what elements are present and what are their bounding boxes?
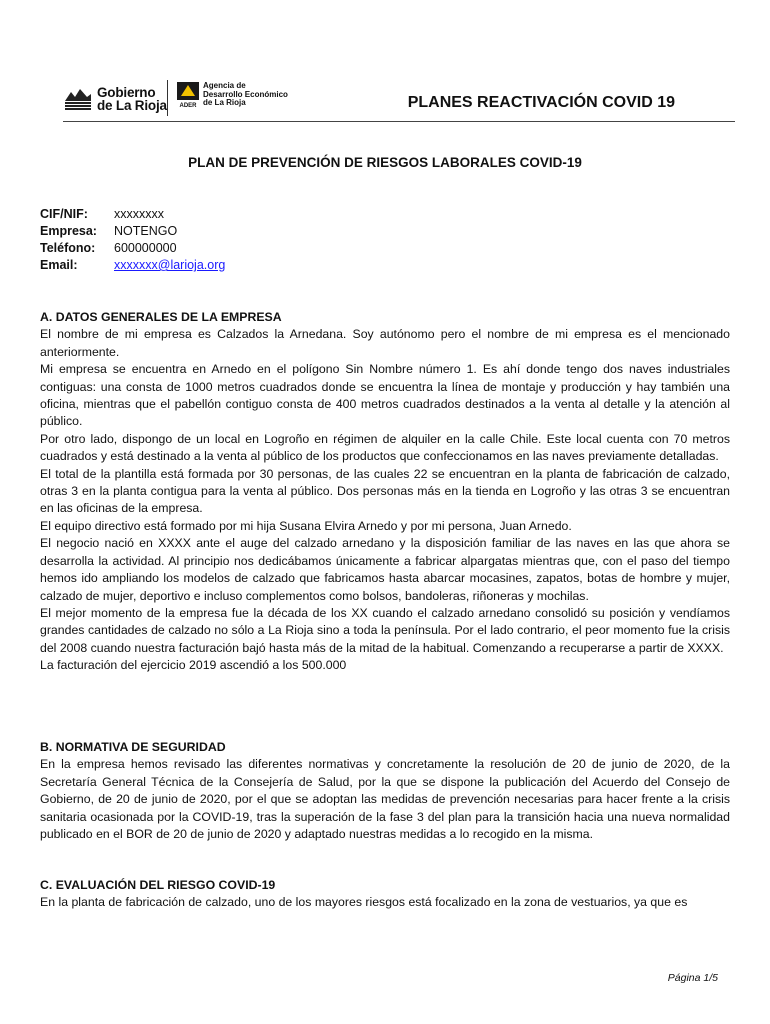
paragraph: El nombre de mi empresa es Calzados la Arnedana. Soy autónomo pero el nombre de mi empresa es el mencionado anteriormente. [40, 327, 730, 359]
ader-badge-text: ADER [179, 103, 197, 108]
gobierno-emblem-icon [63, 85, 93, 113]
info-value: 600000000 [114, 241, 177, 255]
email-link[interactable]: xxxxxxx@larioja.org [114, 258, 226, 272]
paragraph: La facturación del ejercicio 2019 ascendió a los 500.000 [40, 658, 347, 673]
paragraph: En la planta de fabricación de calzado, uno de los mayores riesgos está focalizado en la zona de vestuarios, ya que es [40, 895, 688, 910]
paragraph: En la empresa hemos revisado las diferentes normativas y concretamente la resolución de 20 de junio de 2020, de la Secretaría General Técnica de la Consejería de Salud, por la que se dispone la publicación del Acuerdo del Consejo de Gobierno, de 20 de junio de 2020, por el que se adoptan las medidas de prevención necesarias para hacer frente a la crisis sanitaria ocasionada por la COVID-19, tras la superación de la fase 3 del plan para la transición hacia una nueva normalidad publicado en el BOR de 20 de junio de 2020 y adaptado nuestras medidas a lo recogido en la misma. [40, 757, 730, 842]
paragraph: El mejor momento de la empresa fue la década de los XX cuando el calzado arnedano consolidó su posición y vendíamos grandes cantidades de calzado no sólo a La Rioja sino a toda la península. Por el lado contrario, el peor momento fue la crisis del 2008 cuando nuestra facturación bajó hasta más de la mitad de la habitual. Comenzando a recuperarse a partir de XXXX. [40, 605, 730, 655]
section-c [40, 877, 730, 912]
ader-emblem-icon [177, 82, 199, 108]
doc-title: PLANES REACTIVACIÓN COVID 19 [407, 94, 675, 111]
agencia-line-3: de La Rioja [203, 98, 246, 108]
info-value: xxxxxxxx [114, 207, 164, 221]
page-title: PLAN DE PREVENCIÓN DE RIESGOS LABORALES COVID-19 [188, 155, 582, 170]
info-row-telefono [40, 240, 225, 257]
ader-logo [177, 82, 288, 108]
section-b [40, 739, 730, 843]
section-a [40, 309, 730, 675]
gobierno-line-2: de La Rioja [97, 98, 167, 113]
company-info [40, 206, 225, 274]
paragraph: El equipo directivo está formado por mi hija Susana Elvira Arnedo y por mi persona, Juan Arnedo. [40, 518, 572, 533]
info-value: NOTENGO [114, 224, 178, 238]
paragraph: El negocio nació en XXXX ante el auge del calzado arnedano y la disposición familiar de las naves en las que ahora se desarrolla la actividad. Al principio nos dedicábamos únicamente a fabricar alpargatas mientras que, con el paso del tiempo hemos ido ampliando los modelos de calzado que fabricamos hasta abarcar mocasines, zapatos, botas de hombre y mujer, calzado de mujer, deportivo e incluso complementos como bolsos, bandoleras, riñoneras y mochilas. [40, 536, 730, 603]
section-heading: A. DATOS GENERALES DE LA EMPRESA [40, 310, 282, 324]
info-label: CIF/NIF: [40, 207, 88, 221]
paragraph: Mi empresa se encuentra en Arnedo en el polígono Sin Nombre número 1. Es ahí donde tengo dos naves industriales contiguas: una consta de 1000 metros cuadrados donde se encuentra la línea de montaje y producción y hay también una oficina, mientras que el pabellón contiguo consta de 400 metros cuadrados destinados a la venta al detalle y la atención al público. [40, 362, 730, 429]
info-label: Email: [40, 258, 78, 272]
agencia-line-1: Agencia de [203, 81, 246, 91]
gobierno-la-rioja-logo [63, 82, 167, 116]
gobierno-line-1: Gobierno [97, 85, 156, 100]
logo-divider [167, 80, 168, 116]
info-label: Empresa: [40, 224, 97, 238]
info-row-cif [40, 206, 225, 223]
info-label: Teléfono: [40, 241, 96, 255]
info-row-email [40, 257, 225, 274]
header-rule [63, 121, 735, 122]
page-number: Página 1/5 [667, 972, 718, 984]
paragraph: Por otro lado, dispongo de un local en Logroño en régimen de alquiler en la calle Chile. Este local cuenta con 70 metros cuadrados y está destinado a la venta al público de los productos que confeccionamos en las naves previamente detalladas. [40, 431, 730, 464]
page-header [63, 78, 735, 122]
section-heading: B. NORMATIVA DE SEGURIDAD [40, 740, 226, 754]
section-heading: C. EVALUACIÓN DEL RIESGO COVID-19 [40, 878, 276, 892]
agencia-line-2: Desarrollo Económico [203, 89, 288, 99]
info-row-empresa [40, 223, 225, 240]
paragraph: El total de la plantilla está formada por 30 personas, de las cuales 22 se encuentran en la planta de fabricación de calzado, otras 3 en la planta contigua para la venta al público. Dos personas más en la tienda en Logroño y las otras 3 se encuentran en las oficinas de la empresa. [40, 466, 730, 516]
